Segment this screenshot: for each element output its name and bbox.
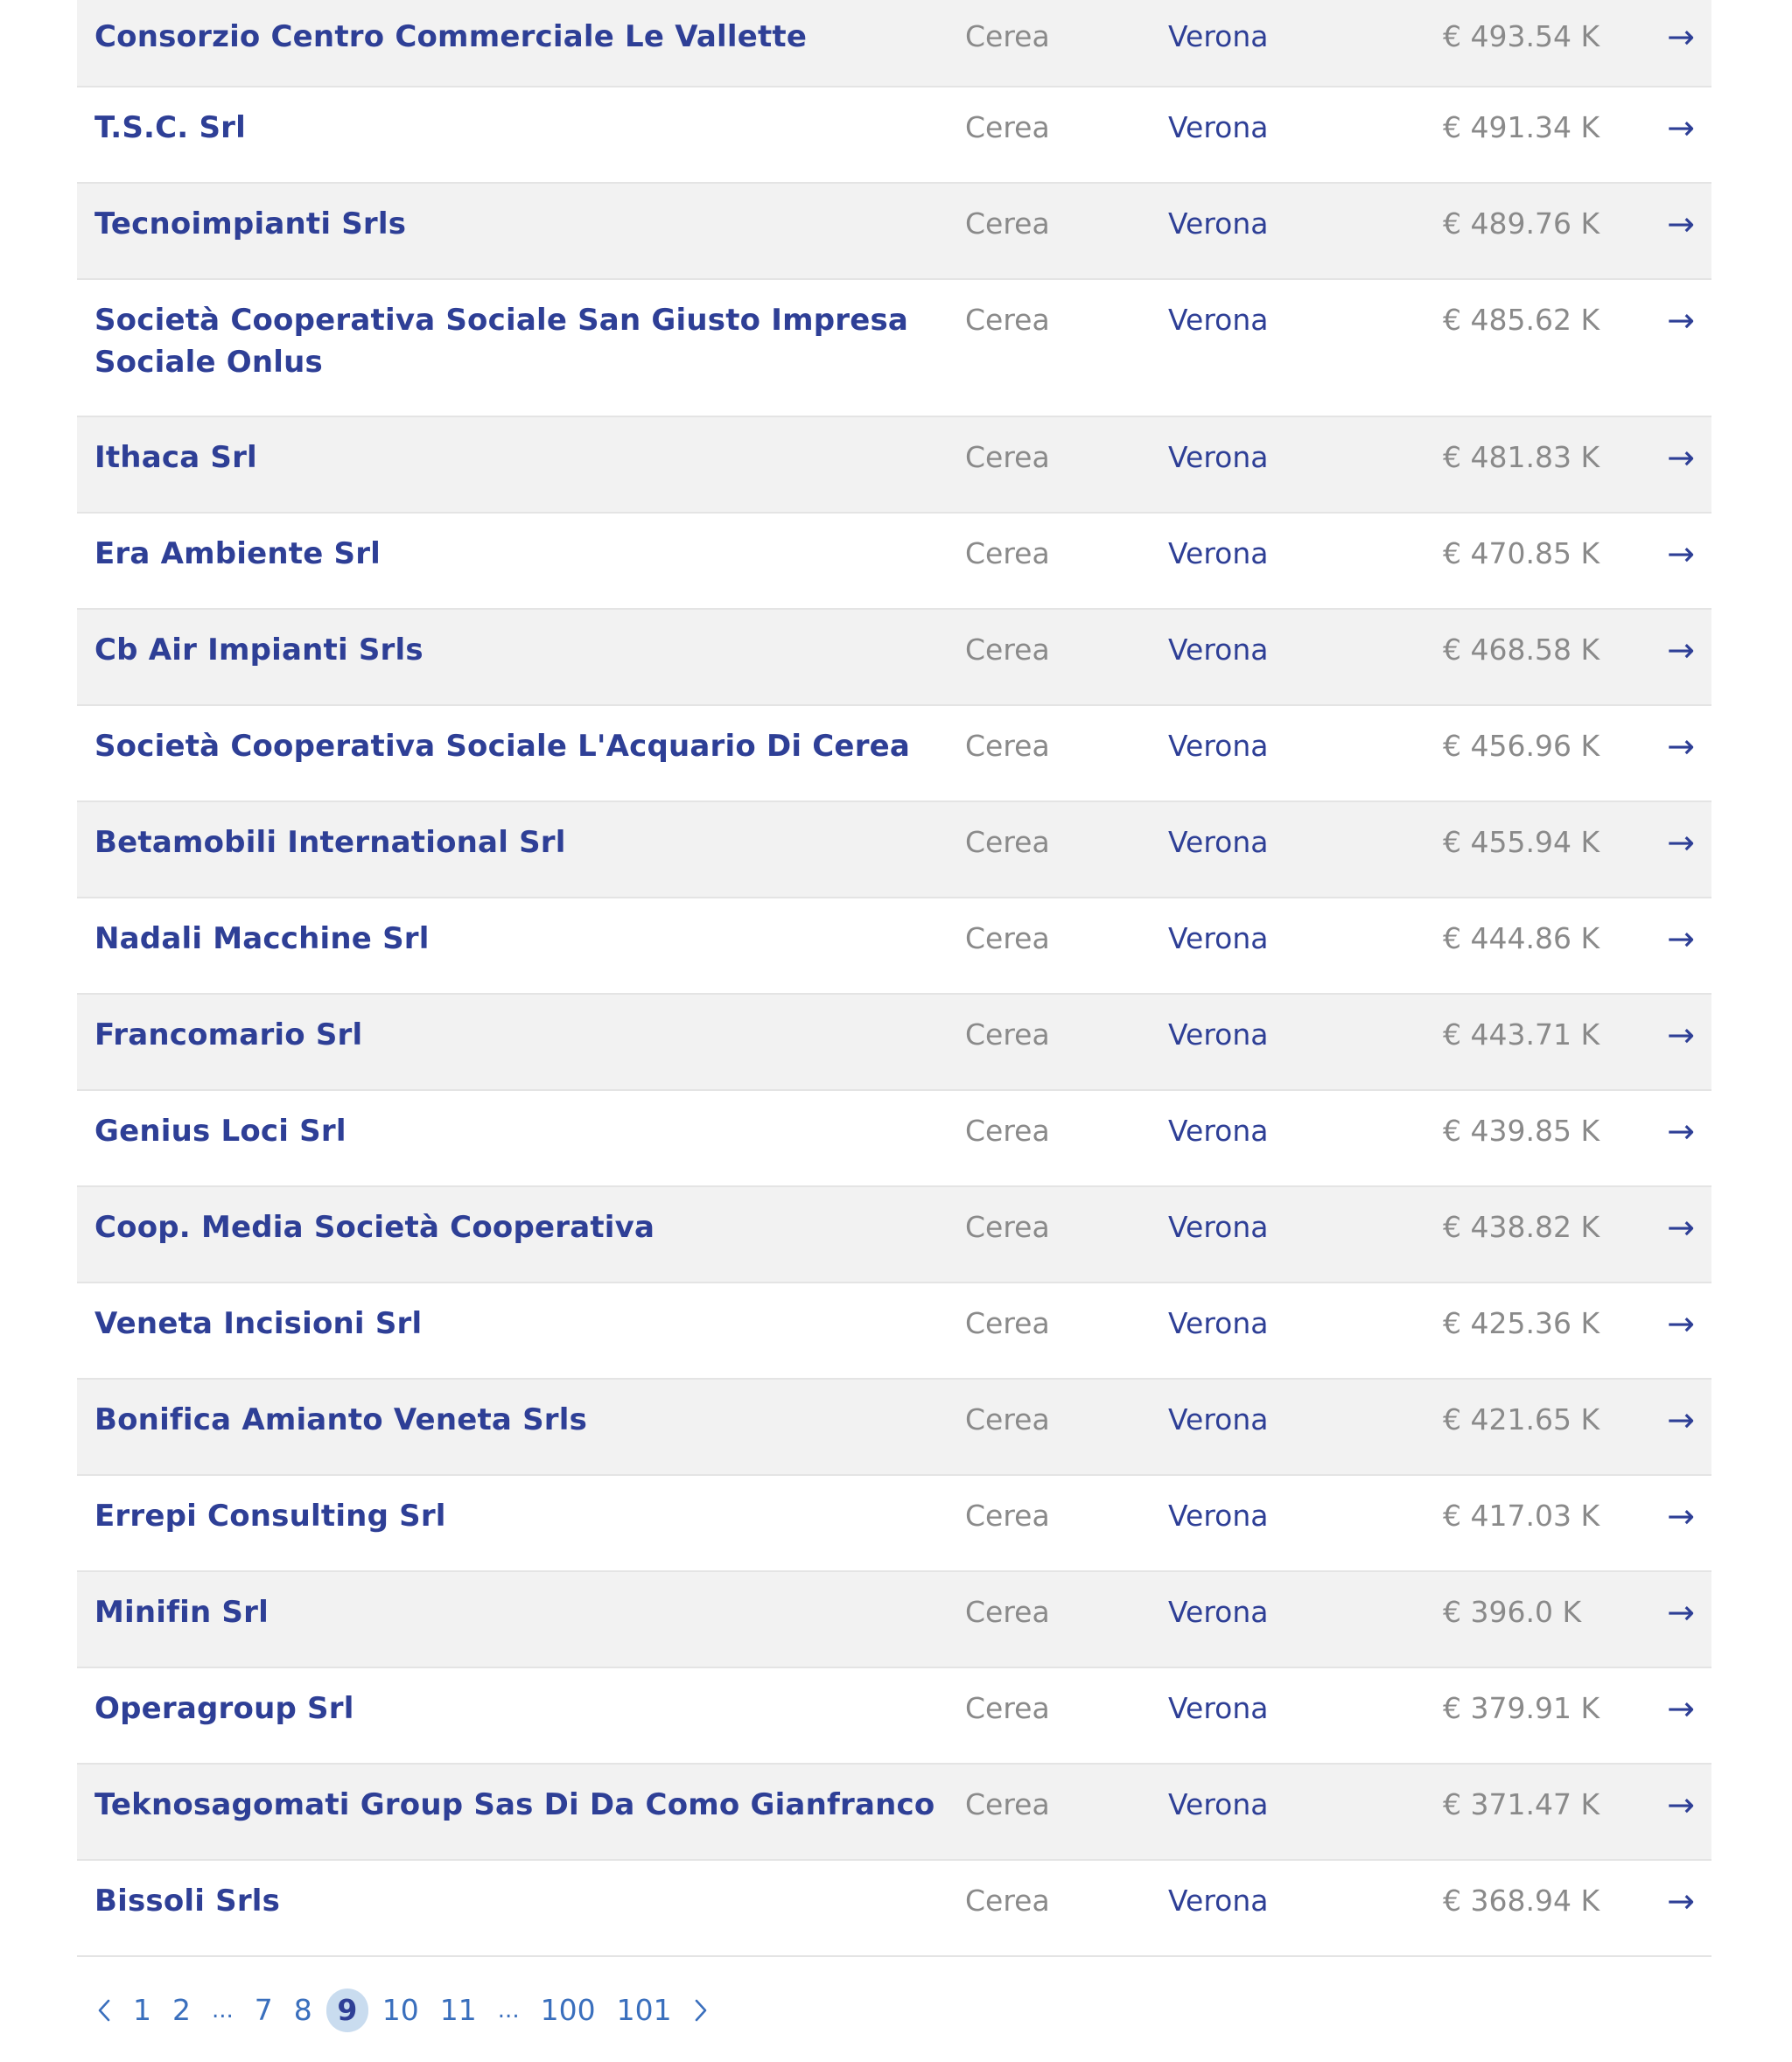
province-link[interactable]: Verona (1168, 825, 1269, 859)
city-cell: Cerea (965, 825, 1050, 859)
company-name-link[interactable]: Francomario Srl (94, 1017, 363, 1052)
pagination-page-link[interactable]: 7 (254, 1993, 273, 2027)
arrow-right-icon[interactable]: → (1667, 17, 1695, 56)
arrow-right-icon[interactable]: → (1667, 1401, 1695, 1439)
revenue-cell: € 421.65 K (1443, 1402, 1600, 1436)
company-name-link[interactable]: Veneta Incisioni Srl (94, 1306, 423, 1341)
city-cell: Cerea (965, 440, 1050, 474)
revenue-cell: € 470.85 K (1443, 536, 1600, 570)
table-row[interactable] (77, 610, 1712, 706)
pagination-page-link[interactable]: 10 (382, 1993, 419, 2027)
arrow-right-icon[interactable]: → (1667, 1304, 1695, 1343)
city-cell: Cerea (965, 921, 1050, 955)
city-cell: Cerea (965, 1402, 1050, 1436)
revenue-cell: € 491.34 K (1443, 110, 1600, 144)
arrow-right-icon[interactable]: → (1667, 1593, 1695, 1632)
table-row[interactable] (77, 1380, 1712, 1476)
arrow-right-icon[interactable]: → (1667, 727, 1695, 765)
table-row[interactable] (77, 1476, 1712, 1572)
page-list (122, 1989, 682, 2032)
province-link[interactable]: Verona (1168, 1114, 1269, 1148)
chevron-right-icon[interactable] (682, 1989, 718, 2032)
company-name-link[interactable]: Consorzio Centro Commerciale Le Vallette (94, 19, 808, 54)
pagination-page-link[interactable]: 11 (439, 1993, 477, 2027)
company-name-link[interactable]: Ithaca Srl (94, 440, 257, 475)
revenue-cell: € 456.96 K (1443, 729, 1600, 763)
table-row[interactable] (77, 1187, 1712, 1283)
arrow-right-icon[interactable]: → (1667, 631, 1695, 669)
arrow-right-icon[interactable]: → (1667, 438, 1695, 477)
arrow-right-icon[interactable]: → (1667, 1882, 1695, 1920)
city-cell: Cerea (965, 1499, 1050, 1533)
city-cell: Cerea (965, 633, 1050, 667)
city-cell: Cerea (965, 536, 1050, 570)
city-cell: Cerea (965, 206, 1050, 241)
arrow-right-icon[interactable]: → (1667, 301, 1695, 339)
arrow-right-icon[interactable]: → (1667, 1112, 1695, 1150)
pagination-ellipsis: ... (212, 1997, 234, 2024)
province-link[interactable]: Verona (1168, 1595, 1269, 1629)
table-row[interactable] (77, 417, 1712, 514)
city-cell: Cerea (965, 1691, 1050, 1725)
pagination-page-link[interactable]: 1 (133, 1993, 151, 2027)
city-cell: Cerea (965, 729, 1050, 763)
table-row[interactable] (77, 1861, 1712, 1957)
pagination-page-link[interactable]: 101 (616, 1993, 672, 2027)
table-row[interactable] (77, 1091, 1712, 1187)
revenue-cell: € 439.85 K (1443, 1114, 1600, 1148)
arrow-right-icon[interactable]: → (1667, 1689, 1695, 1728)
city-cell: Cerea (965, 1114, 1050, 1148)
table-row[interactable] (77, 87, 1712, 184)
table-row[interactable] (77, 1572, 1712, 1668)
pagination-ellipsis: ... (497, 1997, 520, 2024)
city-cell: Cerea (965, 303, 1050, 337)
revenue-cell: € 438.82 K (1443, 1210, 1600, 1244)
arrow-right-icon[interactable]: → (1667, 1497, 1695, 1535)
city-cell: Cerea (965, 1884, 1050, 1918)
province-link[interactable]: Verona (1168, 1210, 1269, 1244)
province-link[interactable]: Verona (1168, 1499, 1269, 1533)
city-cell: Cerea (965, 1017, 1050, 1052)
pagination (88, 1984, 718, 2037)
city-cell: Cerea (965, 19, 1050, 53)
company-name-link[interactable]: Era Ambiente Srl (94, 536, 382, 571)
city-cell: Cerea (965, 1210, 1050, 1244)
province-link[interactable]: Verona (1168, 921, 1269, 955)
arrow-right-icon[interactable]: → (1667, 1786, 1695, 1824)
province-link[interactable]: Verona (1168, 536, 1269, 570)
company-name-link[interactable]: Tecnoimpianti Srls (94, 206, 407, 241)
table-row[interactable] (77, 514, 1712, 610)
table-row[interactable] (77, 0, 1712, 87)
company-name-link[interactable]: Genius Loci Srl (94, 1114, 346, 1149)
province-link[interactable]: Verona (1168, 440, 1269, 474)
province-link[interactable]: Verona (1168, 206, 1269, 241)
province-link[interactable]: Verona (1168, 1691, 1269, 1725)
province-link[interactable]: Verona (1168, 1306, 1269, 1340)
company-name-link[interactable]: Bonifica Amianto Veneta Srls (94, 1402, 588, 1437)
pagination-page-link[interactable]: 2 (172, 1993, 191, 2027)
revenue-cell: € 493.54 K (1443, 19, 1600, 53)
province-link[interactable]: Verona (1168, 1787, 1269, 1821)
company-name-link[interactable]: Betamobili International Srl (94, 825, 566, 860)
province-link[interactable]: Verona (1168, 1402, 1269, 1436)
arrow-right-icon[interactable]: → (1667, 108, 1695, 147)
revenue-cell: € 468.58 K (1443, 633, 1600, 667)
table-row[interactable] (77, 898, 1712, 995)
city-cell: Cerea (965, 1595, 1050, 1629)
table-row[interactable] (77, 280, 1712, 417)
company-name-link[interactable]: Bissoli Srls (94, 1884, 281, 1919)
arrow-right-icon[interactable]: → (1667, 919, 1695, 958)
company-name-link[interactable]: Cb Air Impianti Srls (94, 633, 424, 668)
table-row[interactable] (77, 706, 1712, 802)
province-link[interactable]: Verona (1168, 1884, 1269, 1918)
revenue-cell: € 481.83 K (1443, 440, 1600, 474)
company-name-link[interactable]: Teknosagomati Group Sas Di Da Como Gianfranco (94, 1787, 935, 1822)
table-row[interactable] (77, 1283, 1712, 1380)
table-row[interactable] (77, 802, 1712, 898)
revenue-cell: € 485.62 K (1443, 303, 1600, 337)
company-name-link[interactable]: Coop. Media Società Cooperativa (94, 1210, 655, 1245)
revenue-cell: € 489.76 K (1443, 206, 1600, 241)
arrow-right-icon[interactable]: → (1667, 1016, 1695, 1054)
province-link[interactable]: Verona (1168, 19, 1269, 53)
revenue-cell: € 425.36 K (1443, 1306, 1600, 1340)
revenue-cell: € 443.71 K (1443, 1017, 1600, 1052)
arrow-right-icon[interactable]: → (1667, 535, 1695, 573)
company-name-link[interactable]: Errepi Consulting Srl (94, 1499, 446, 1534)
table-row[interactable] (77, 184, 1712, 280)
chevron-left-icon[interactable] (88, 1989, 122, 2032)
arrow-right-icon[interactable]: → (1667, 823, 1695, 862)
arrow-right-icon[interactable]: → (1667, 1208, 1695, 1247)
company-table (77, 0, 1712, 1957)
table-row[interactable] (77, 1765, 1712, 1861)
province-link[interactable]: Verona (1168, 729, 1269, 763)
province-link[interactable]: Verona (1168, 110, 1269, 144)
city-cell: Cerea (965, 110, 1050, 144)
company-name-link[interactable]: Nadali Macchine Srl (94, 921, 430, 956)
table-row[interactable] (77, 995, 1712, 1091)
company-name-link[interactable]: Società Cooperativa Sociale L'Acquario Di Cerea (94, 729, 911, 764)
revenue-cell: € 455.94 K (1443, 825, 1600, 859)
company-name-link[interactable]: Operagroup Srl (94, 1691, 354, 1726)
revenue-cell: € 444.86 K (1443, 921, 1600, 955)
province-link[interactable]: Verona (1168, 303, 1269, 337)
pagination-page-link[interactable]: 8 (293, 1993, 312, 2027)
company-name-link[interactable]: T.S.C. Srl (94, 110, 246, 145)
table-row[interactable] (77, 1668, 1712, 1765)
city-cell: Cerea (965, 1787, 1050, 1821)
city-cell: Cerea (965, 1306, 1050, 1340)
pagination-current-page[interactable]: 9 (326, 1989, 368, 2032)
pagination-page-link[interactable]: 100 (540, 1993, 596, 2027)
revenue-cell: € 368.94 K (1443, 1884, 1600, 1918)
revenue-cell: € 396.0 K (1443, 1595, 1582, 1629)
province-link[interactable]: Verona (1168, 633, 1269, 667)
company-name-link[interactable]: Minifin Srl (94, 1595, 269, 1630)
company-name-link[interactable]: Società Cooperativa Sociale San Giusto Impresa Sociale Onlus (94, 303, 909, 380)
revenue-cell: € 371.47 K (1443, 1787, 1600, 1821)
arrow-right-icon[interactable]: → (1667, 205, 1695, 243)
revenue-cell: € 379.91 K (1443, 1691, 1600, 1725)
province-link[interactable]: Verona (1168, 1017, 1269, 1052)
revenue-cell: € 417.03 K (1443, 1499, 1600, 1533)
